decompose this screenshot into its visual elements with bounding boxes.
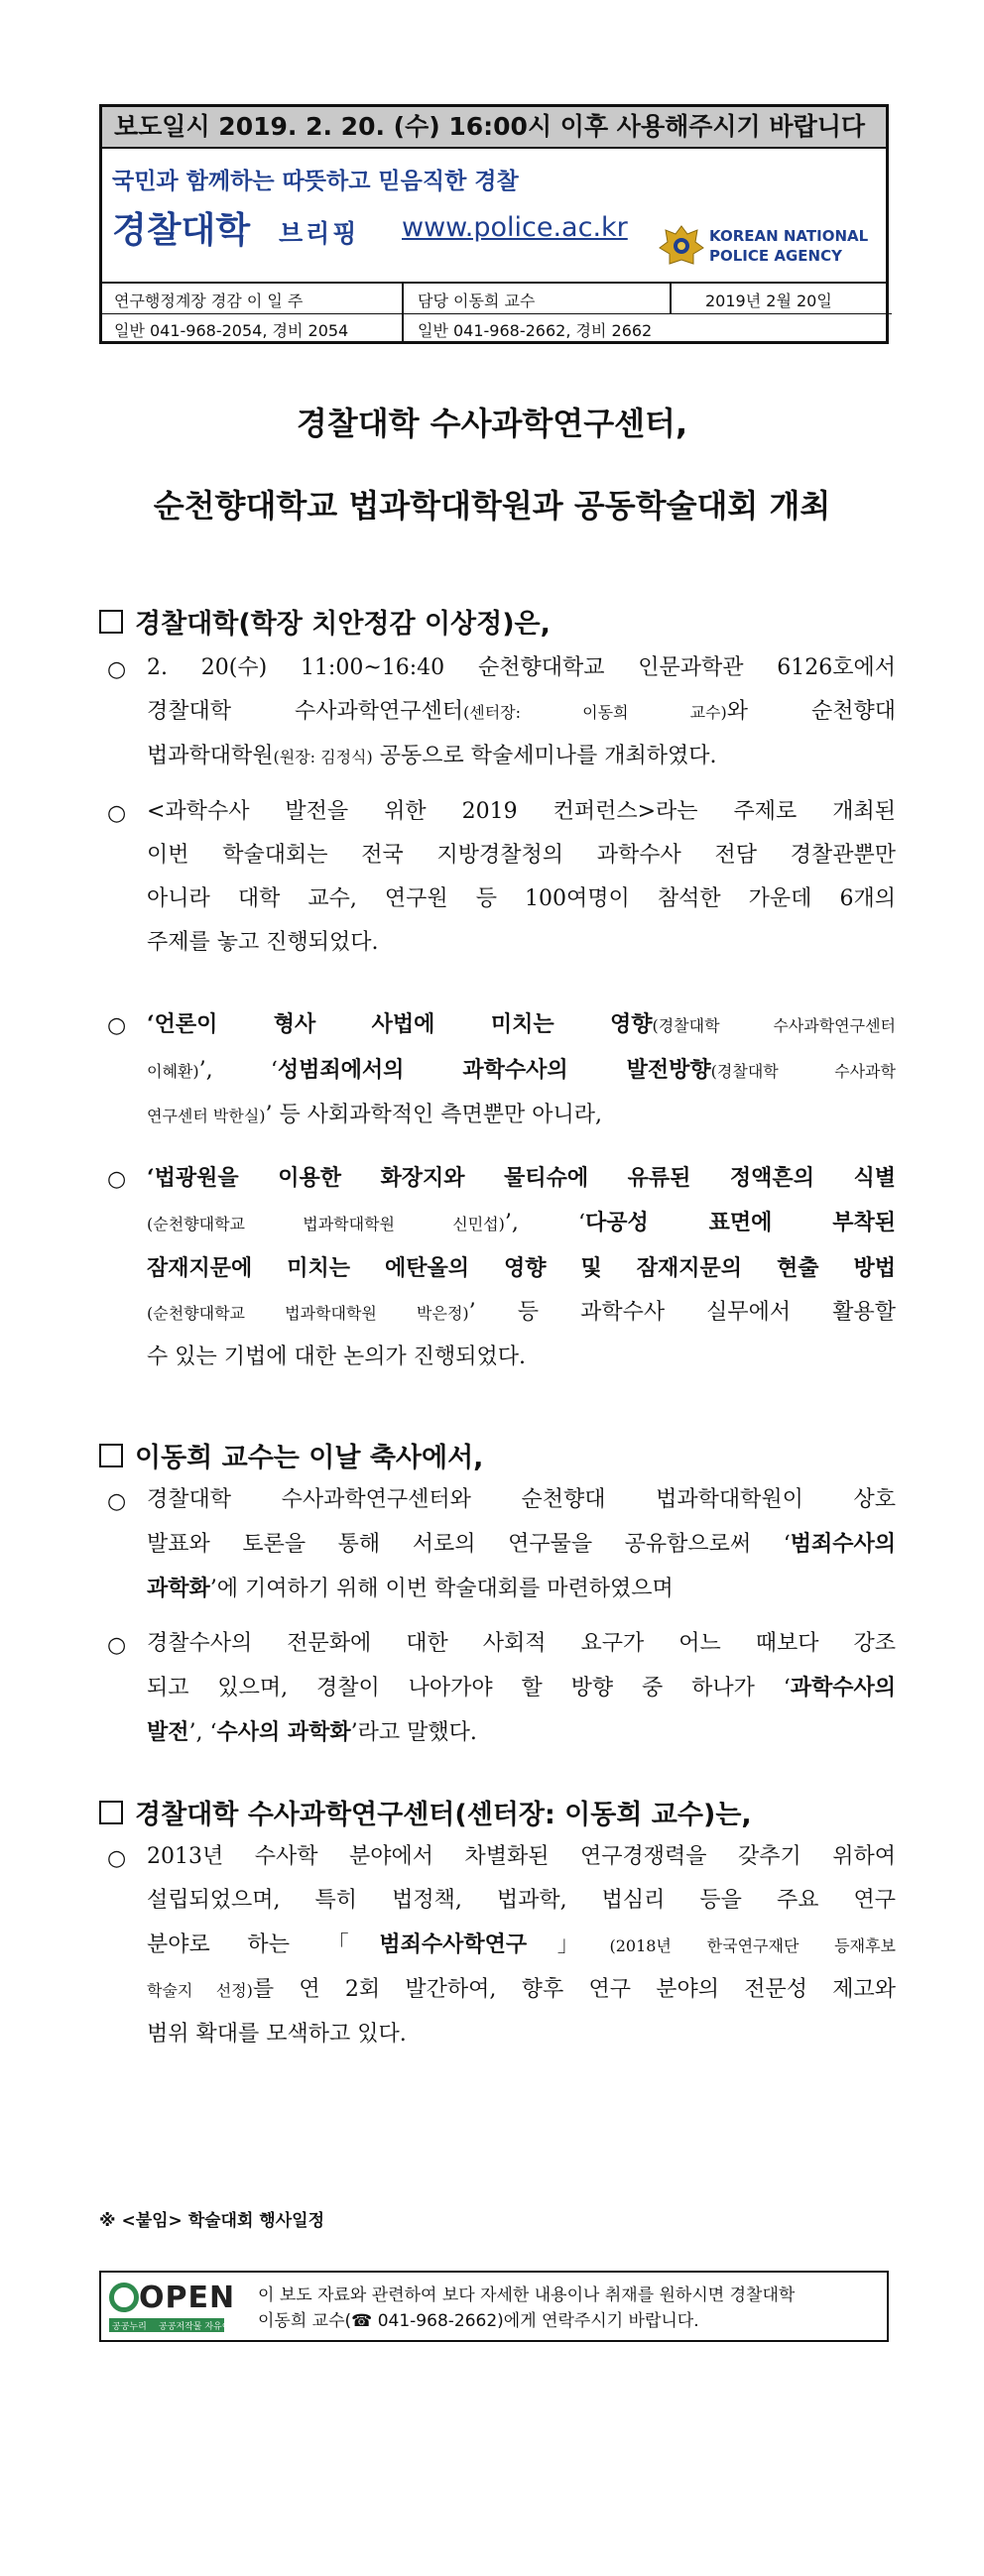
text-run: (센터장: 이동희 교수)	[463, 703, 727, 722]
text-run: (순천향대학교 법과학대학원 박은정)	[147, 1304, 469, 1323]
text-run: 경찰대학 수사과학연구센터	[147, 699, 464, 724]
section-heading-text: 경찰대학 수사과학연구센터(센터장: 이동희 교수)는,	[135, 1800, 752, 1830]
text-run: 성범죄에서의 과학수사의 발전방향	[277, 1057, 711, 1083]
text-run: 범죄수사의	[790, 1531, 896, 1557]
circle-bullet-icon: ○	[107, 1167, 127, 1192]
agency-line-1: KOREAN NATIONAL	[709, 227, 869, 245]
page-title-line-2: 순천향대학교 법과학대학원과 공동학술대회 개최	[153, 487, 831, 525]
text-run: 과학화	[147, 1576, 210, 1601]
paragraph-2-1	[147, 1478, 896, 1611]
text-run: 」	[527, 1932, 610, 1957]
contact-mid-phone: 일반 041-968-2662, 경비 2662	[418, 321, 653, 340]
circle-bullet-icon: ○	[107, 1846, 127, 1871]
text-run: ’에 기여하기 위해 이번 학술대회를 마련하였으며	[209, 1577, 674, 1601]
attachment-note: ※ <붙임> 학술대회 행사일정	[99, 2211, 324, 2231]
text-run: 를 연 2회 발간하여, 향후 연구 분야의 전문성 제고와	[252, 1977, 897, 2002]
text-run: 발표와 토론을 통해 서로의 연구물을 공유함으로써 ‘	[147, 1532, 791, 1557]
contact-left-name: 연구행정계장 경감 이 일 주	[114, 292, 304, 310]
circle-bullet-icon: ○	[107, 801, 127, 826]
notice-line-1: 이 보도 자료와 관련하여 보다 자세한 내용이나 취재를 원하시면 경찰대학	[258, 2285, 796, 2305]
section-heading-3	[99, 1793, 752, 1831]
text-run: (순천향대학교 법과학대학원 신민섭)	[147, 1215, 505, 1233]
text-run: ’, ‘	[504, 1211, 586, 1235]
text-run: 학술지 선정)	[147, 1981, 253, 2000]
press-header-box	[99, 104, 889, 344]
text-run: (2018년 한국연구재단 등재후보	[609, 1936, 896, 1955]
text-run: 법과학대학원	[147, 744, 274, 768]
text-line: 아니라 대학 교수, 연구원 등 100여명이 참석한 가운데 6개의	[147, 886, 896, 911]
open-license-logo	[109, 2279, 257, 2336]
circle-bullet-icon: ○	[107, 657, 127, 682]
text-run: 공동으로 학술세미나를 개최하였다.	[372, 744, 717, 768]
open-ring-icon	[109, 2283, 139, 2312]
circle-bullet-icon: ○	[107, 1013, 127, 1038]
text-run: ’라고 말했다.	[350, 1720, 477, 1745]
police-emblem-icon	[658, 224, 705, 268]
paragraph-3-1	[147, 1835, 896, 2056]
text-line: 주제를 놓고 진행되었다.	[147, 930, 379, 955]
section-heading-1	[99, 602, 551, 641]
open-logo-text: OPEN	[139, 2281, 236, 2315]
text-run: ’ 등 사회과학적인 측면뿐만 아니라,	[265, 1103, 603, 1127]
text-run: ’, ‘	[198, 1058, 278, 1083]
text-line: 2. 20(수) 11:00~16:40 순천향대학교 인문과학관 6126호에서	[147, 655, 896, 680]
text-line: 설립되었으며, 특히 법정책, 법과학, 법심리 등을 주요 연구	[147, 1888, 896, 1913]
text-run: (경찰대학 수사과학	[710, 1062, 896, 1081]
text-run: 과학수사의	[790, 1675, 896, 1700]
text-run: ‘법광원을 이용한 화장지와 물티슈에 유류된 정액흔의 식별	[147, 1165, 896, 1191]
text-run: 와 순천향대	[726, 699, 896, 724]
release-date: 2019년 2월 20일	[705, 292, 832, 310]
open-logo-tag-sub: 공공저작물 자유이용허락	[159, 2322, 257, 2332]
text-line	[147, 1522, 896, 1567]
section-heading-2	[99, 1436, 483, 1474]
text-run: ’, ‘	[188, 1720, 217, 1745]
text-line: 경찰대학 수사과학연구센터와 순천향대 법과학대학원이 상호	[147, 1487, 896, 1512]
text-run: 되고 있으며, 경찰이 나아가야 할 방향 중 하나가 ‘	[147, 1676, 791, 1700]
text-line	[147, 1968, 896, 2013]
text-run: 잠재지문에 미치는 에탄올의 영향 및 잠재지문의 현출 방법	[147, 1255, 896, 1281]
notice-line-2: 이동희 교수(☎ 041-968-2662)에게 연락주시기 바랍니다.	[258, 2311, 699, 2331]
briefing-label: 브리핑	[279, 219, 360, 248]
text-line	[147, 1246, 896, 1291]
text-line	[147, 1094, 896, 1138]
text-run: 수사의 과학화	[216, 1719, 351, 1745]
text-run: (원장: 김정식)	[273, 748, 373, 766]
paragraph-2-2	[147, 1622, 896, 1755]
text-line: 경찰수사의 전문화에 대한 사회적 요구가 어느 때보다 강조	[147, 1631, 896, 1656]
page-title-line-1: 경찰대학 수사과학연구센터,	[296, 405, 688, 442]
agency-name	[709, 226, 868, 266]
text-line	[147, 1048, 896, 1094]
paragraph-1-3	[147, 1002, 896, 1138]
open-logo-tag: 공공누리	[112, 2322, 147, 2332]
text-run: ’ 등 과학수사 실무에서 활용할	[468, 1300, 896, 1325]
checkbox-square-icon	[99, 610, 123, 634]
contact-table	[102, 282, 886, 343]
text-run: 범죄수사학연구	[379, 1932, 528, 1957]
text-line	[147, 735, 896, 779]
section-heading-text: 이동희 교수는 이날 축사에서,	[135, 1443, 484, 1473]
text-line	[147, 1201, 896, 1246]
text-line: 범위 확대를 모색하고 있다.	[147, 2022, 407, 2047]
text-line	[147, 1923, 896, 1968]
checkbox-square-icon	[99, 1801, 123, 1824]
text-line	[147, 690, 896, 735]
text-line	[147, 1666, 896, 1710]
text-line: 2013년 수사학 분야에서 차별화된 연구경쟁력을 갖추기 위하여	[147, 1844, 896, 1869]
contact-notice	[258, 2283, 883, 2334]
embargo-notice: 보도일시 2019. 2. 20. (수) 16:00시 이후 사용해주시기 바랍니다	[102, 107, 886, 149]
text-line	[147, 1710, 896, 1755]
text-run: 다공성 표면에 부착된	[585, 1210, 897, 1235]
section-heading-text: 경찰대학(학장 치안정감 이상정)은,	[135, 609, 551, 640]
org-name: 경찰대학	[112, 210, 251, 251]
text-run: 분야로 하는 「	[147, 1932, 380, 1957]
text-line	[147, 1291, 896, 1336]
text-run: (경찰대학 수사과학연구센터	[652, 1016, 896, 1035]
footer-notice-box	[99, 2271, 889, 2342]
paragraph-1-2	[147, 790, 896, 965]
text-line	[147, 1002, 896, 1048]
text-line	[147, 1156, 896, 1201]
paragraph-1-4	[147, 1156, 896, 1379]
text-run: 발전	[147, 1719, 189, 1745]
text-line	[147, 1567, 896, 1611]
checkbox-square-icon	[99, 1444, 123, 1467]
contact-mid-name: 담당 이동희 교수	[418, 292, 536, 310]
circle-bullet-icon: ○	[107, 1489, 127, 1514]
website-link[interactable]: www.police.ac.kr	[402, 212, 628, 243]
agency-line-2: POLICE AGENCY	[709, 247, 842, 265]
text-run: 이혜환)	[147, 1062, 199, 1081]
police-slogan: 국민과 함께하는 따뜻하고 믿음직한 경찰	[112, 169, 519, 194]
text-run: 연구센터 박한실)	[147, 1107, 266, 1125]
text-line: <과학수사 발전을 위한 2019 컨퍼런스>라는 주제로 개최된	[147, 799, 896, 824]
contact-left-phone: 일반 041-968-2054, 경비 2054	[114, 321, 349, 340]
contact-row-divider	[102, 313, 892, 314]
contact-date-divider	[670, 284, 672, 313]
circle-bullet-icon: ○	[107, 1633, 127, 1658]
text-run: ‘언론이 형사 사법에 미치는 영향	[147, 1011, 653, 1037]
text-line: 수 있는 기법에 대한 논의가 진행되었다.	[147, 1345, 526, 1369]
paragraph-1-1	[147, 646, 896, 779]
text-line: 이번 학술대회는 전국 지방경찰청의 과학수사 전담 경찰관뿐만	[147, 843, 896, 868]
